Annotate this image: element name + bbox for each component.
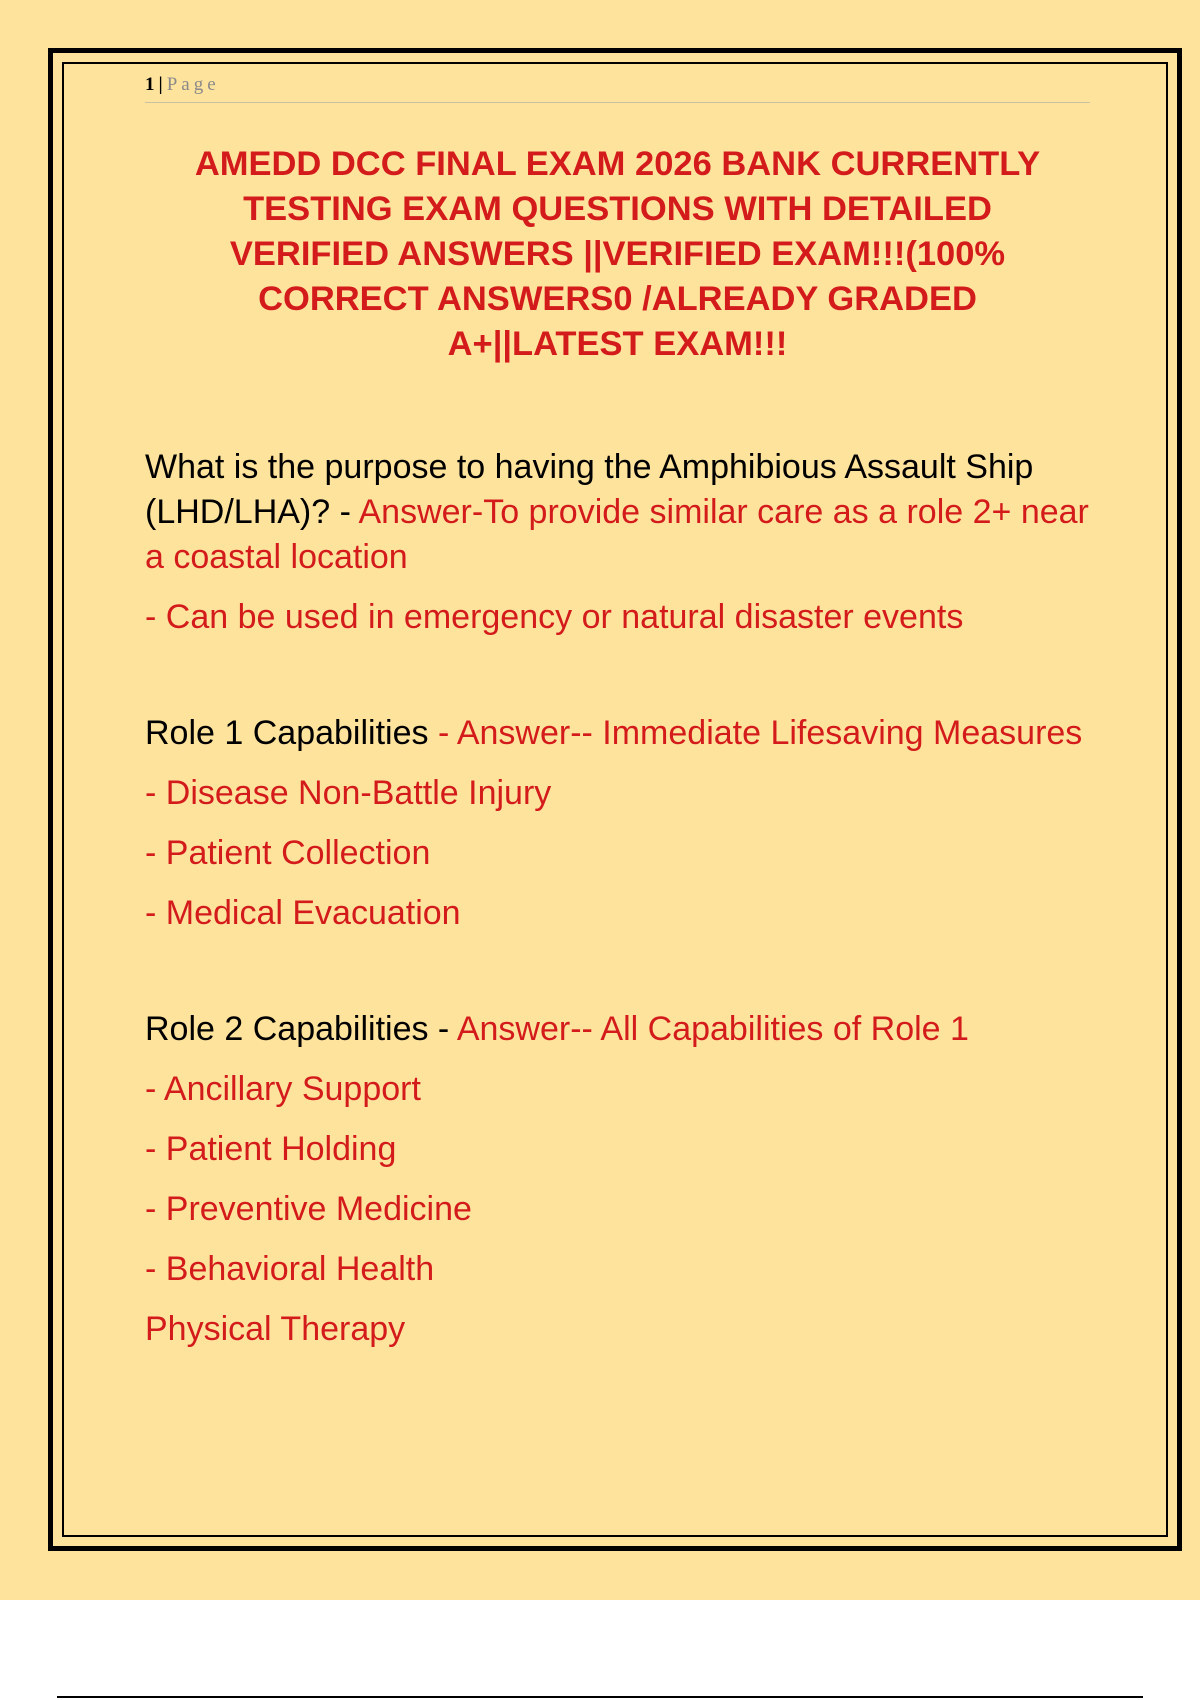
qa-item <box>145 711 1090 936</box>
answer-text: - Answer-- Immediate Lifesaving Measures <box>437 714 1083 752</box>
answer-bullet: - Patient Holding <box>145 1130 397 1168</box>
document-title <box>145 142 1090 367</box>
page-number-header <box>145 74 1090 103</box>
title-line: A+||LATEST EXAM!!! <box>447 325 788 363</box>
answer-bullet: - Ancillary Support <box>145 1070 421 1108</box>
qa-main <box>145 711 1090 756</box>
answer-text: Answer-- All Capabilities of Role 1 <box>456 1010 969 1048</box>
qa-main <box>145 445 1090 580</box>
answer-bullet: - Can be used in emergency or natural disaster events <box>145 598 964 636</box>
question-text: What is the purpose to having the Amphibious Assault Ship (LHD/LHA)? - <box>145 448 1034 531</box>
answer-bullet: Physical Therapy <box>145 1310 406 1348</box>
qa-item <box>145 1007 1090 1352</box>
answer-bullet: - Disease Non-Battle Injury <box>145 774 552 812</box>
page-number: 1 <box>145 74 155 95</box>
question-text: Role 1 Capabilities <box>145 714 438 752</box>
answer-bullet: - Preventive Medicine <box>145 1190 472 1228</box>
answer-bullet: - Patient Collection <box>145 834 431 872</box>
qa-main <box>145 1007 1090 1052</box>
qa-list <box>145 445 1090 1423</box>
title-line: AMEDD DCC FINAL EXAM 2026 BANK CURRENTLY <box>194 145 1041 183</box>
page-number-separator: | <box>158 74 163 95</box>
title-line: CORRECT ANSWERS0 /ALREADY GRADED <box>258 280 977 318</box>
answer-bullet: - Medical Evacuation <box>145 894 461 932</box>
question-text: Role 2 Capabilities - <box>145 1010 457 1048</box>
page-label: Page <box>166 74 220 95</box>
title-line: TESTING EXAM QUESTIONS WITH DETAILED <box>243 190 992 228</box>
answer-bullet: - Behavioral Health <box>145 1250 435 1288</box>
next-page-divider <box>57 1696 1143 1698</box>
qa-item <box>145 445 1090 640</box>
title-line: VERIFIED ANSWERS ||VERIFIED EXAM!!!(100% <box>229 235 1006 273</box>
answer-text: Answer-To provide similar care as a role 2+ near a coastal location <box>145 493 1089 576</box>
